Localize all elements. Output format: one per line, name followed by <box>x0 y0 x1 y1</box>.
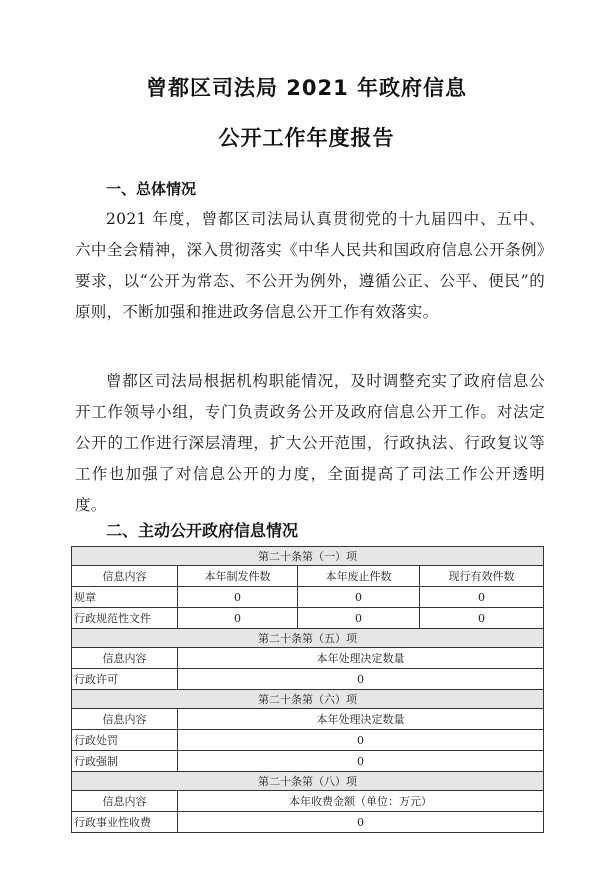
row-value: 0 <box>178 751 544 772</box>
row-label: 规章 <box>72 587 178 608</box>
row-value: 0 <box>420 608 544 629</box>
table-section-row <box>72 629 544 648</box>
row-value: 0 <box>298 587 420 608</box>
art1-header-content: 信息内容 <box>72 566 178 587</box>
table-section-row <box>72 772 544 791</box>
art6-header-count: 本年处理决定数量 <box>178 709 544 730</box>
art8-title: 第二十条第（八）项 <box>72 772 544 791</box>
row-value: 0 <box>178 812 544 833</box>
table-section-row <box>72 690 544 709</box>
row-value: 0 <box>178 608 298 629</box>
table-header-row <box>72 709 544 730</box>
disclosure-table <box>71 546 544 833</box>
row-value: 0 <box>298 608 420 629</box>
table-header-row <box>72 648 544 669</box>
row-value: 0 <box>178 669 544 690</box>
table-row <box>72 608 544 629</box>
art1-header-issued: 本年制发件数 <box>178 566 298 587</box>
table-row <box>72 587 544 608</box>
table-header-row <box>72 791 544 812</box>
art6-title: 第二十条第（六）项 <box>72 690 544 709</box>
art6-header-content: 信息内容 <box>72 709 178 730</box>
row-value: 0 <box>178 730 544 751</box>
section1-paragraph-1: 2021 年度，曾都区司法局认真贯彻党的十九届四中、五中、六中全会精神，深入贯彻落实《中华人民共和国政府信息公开条例》要求，以“公开为常态、不公开为例外，遵循公正、公平、便民”的原则，不断加强和推进政务信息公开工作有效落实。 <box>75 210 545 321</box>
table-header-row <box>72 566 544 587</box>
art1-header-valid: 现行有效件数 <box>420 566 544 587</box>
row-value: 0 <box>420 587 544 608</box>
report-title-line2: 公开工作年度报告 <box>218 126 395 150</box>
table-row <box>72 730 544 751</box>
table-row <box>72 669 544 690</box>
art5-header-content: 信息内容 <box>72 648 178 669</box>
art1-header-repealed: 本年废止件数 <box>298 566 420 587</box>
art8-header-content: 信息内容 <box>72 791 178 812</box>
report-title-line1: 曾都区司法局 2021 年政府信息 <box>145 76 468 100</box>
section2-heading: 二、主动公开政府信息情况 <box>106 521 299 540</box>
row-value: 0 <box>178 587 298 608</box>
section1-paragraph-2: 曾都区司法局根据机构职能情况，及时调整充实了政府信息公开工作领导小组，专门负责政务公开及政府信息公开工作。对法定公开的工作进行深层清理，扩大公开范围，行政执法、行政复议等工作也加强了对信息公开的力度，全面提高了司法工作公开透明度。 <box>75 372 545 514</box>
row-label: 行政处罚 <box>72 730 178 751</box>
art5-title: 第二十条第（五）项 <box>72 629 544 648</box>
row-label: 行政许可 <box>72 669 178 690</box>
art1-title: 第二十条第（一）项 <box>72 547 544 566</box>
table-row <box>72 812 544 833</box>
row-label: 行政事业性收费 <box>72 812 178 833</box>
table-section-row <box>72 547 544 566</box>
row-label: 行政强制 <box>72 751 178 772</box>
table-row <box>72 751 544 772</box>
art8-header-amount: 本年收费金额（单位：万元） <box>178 791 544 812</box>
row-label: 行政规范性文件 <box>72 608 178 629</box>
art5-header-count: 本年处理决定数量 <box>178 648 544 669</box>
section1-heading: 一、总体情况 <box>106 180 197 198</box>
